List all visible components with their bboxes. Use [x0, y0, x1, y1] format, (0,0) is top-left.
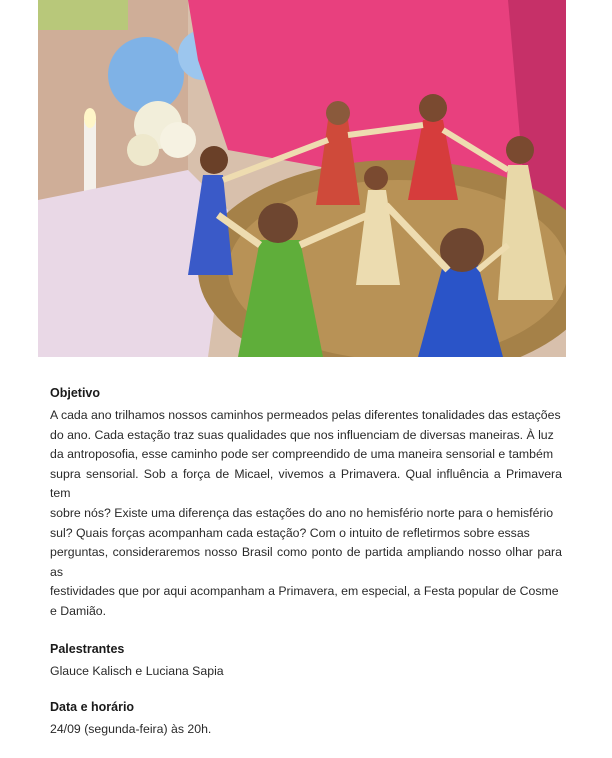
- objective-text: [50, 406, 562, 622]
- objective-line: supra sensorial. Sob a força de Micael, vivemos a Primavera. Qual influência a Primavera tem: [50, 466, 562, 501]
- schedule-section: [50, 700, 562, 738]
- speakers-names: Glauce Kalisch e Luciana Sapia: [50, 663, 224, 678]
- objective-line: perguntas, consideraremos nosso Brasil como ponto de partida ampliando nosso olhar para as: [50, 545, 562, 579]
- objective-heading: Objetivo: [50, 386, 101, 400]
- event-details: [50, 386, 562, 758]
- speakers-heading: Palestrantes: [50, 641, 125, 656]
- schedule-heading: Data e horário: [50, 699, 135, 714]
- objective-line: sul? Quais forças acompanham cada estação? Com o intuito de refletirmos sobre essas: [50, 525, 530, 540]
- objective-line: sobre nós? Existe uma diferença das estações do ano no hemisfério norte para o hemisfério: [50, 505, 554, 520]
- objective-line: do ano. Cada estação traz suas qualidades que nos influenciam de diversas maneiras. À luz: [50, 427, 554, 442]
- objective-line: A cada ano trilhamos nossos caminhos permeados pelas diferentes tonalidades das estações: [50, 408, 561, 422]
- speakers-section: [50, 642, 562, 680]
- objective-line: e Damião.: [50, 603, 107, 618]
- event-photo: [38, 0, 566, 357]
- photo-corn-husk-dolls-circle: [38, 0, 566, 357]
- objective-line: da antroposofia, esse caminho pode ser compreendido de uma maneira sensorial e também: [50, 447, 554, 462]
- objective-line: festividades que por aqui acompanham a Primavera, em especial, a Festa popular de Cosme: [50, 584, 559, 599]
- schedule-value: 24/09 (segunda-feira) às 20h.: [50, 721, 212, 736]
- objective-section: [50, 386, 562, 622]
